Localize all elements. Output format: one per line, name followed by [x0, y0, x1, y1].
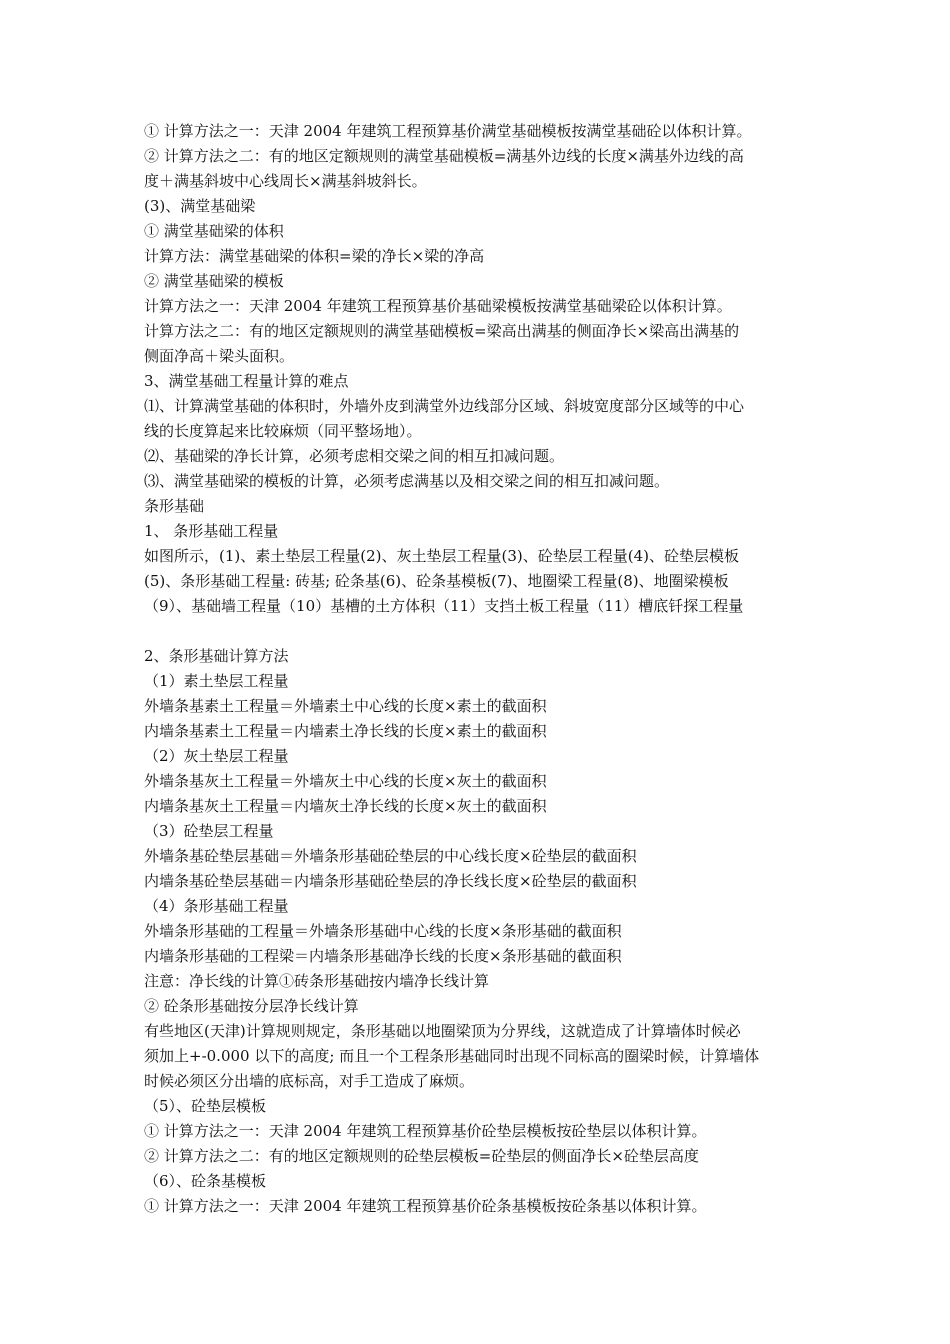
- text-line: ① 计算方法之一：天津 2004 年建筑工程预算基价满堂基础模板按满堂基础砼以体积计算。: [144, 122, 752, 140]
- section-heading: 1、 条形基础工程量: [144, 522, 279, 540]
- text-line: ⑵、基础梁的净长计算，必须考虑相交梁之间的相互扣减问题。: [144, 447, 565, 465]
- text-line: 须加上+-0.000 以下的高度; 而且一个工程条形基础同时出现不同标高的圈梁时候，计算墙体: [144, 1047, 760, 1065]
- text-line: ① 满堂基础梁的体积: [144, 222, 284, 240]
- text-line: 如图所示，(1)、素土垫层工程量(2)、灰土垫层工程量(3)、砼垫层工程量(4)、砼垫层模板: [144, 547, 739, 565]
- subsection-heading: （2）灰土垫层工程量: [144, 747, 289, 765]
- subsection-heading: （5）、砼垫层模板: [144, 1097, 267, 1115]
- text-line: 计算方法：满堂基础梁的体积=梁的净长×梁的净高: [144, 247, 485, 265]
- text-line: 有些地区(天津)计算规则规定，条形基础以地圈梁顶为分界线，这就造成了计算墙体时候必: [144, 1022, 741, 1040]
- blank-line: [144, 619, 812, 644]
- text-line: 时候必须区分出墙的底标高，对手工造成了麻烦。: [144, 1072, 475, 1090]
- text-line: 内墙条形基础的工程梁＝内墙条形基础净长线的长度×条形基础的截面积: [144, 947, 622, 965]
- text-line: 度＋满基斜坡中心线周长×满基斜坡斜长。: [144, 172, 427, 190]
- text-line: 计算方法之一：天津 2004 年建筑工程预算基价基础梁模板按满堂基础梁砼以体积计算。: [144, 297, 732, 315]
- subsection-heading: （6）、砼条基模板: [144, 1172, 267, 1190]
- text-line: 外墙条基灰土工程量＝外墙灰土中心线的长度×灰土的截面积: [144, 772, 547, 790]
- text-line: ② 计算方法之二：有的地区定额规则的满堂基础模板=满基外边线的长度×满基外边线的高: [144, 147, 744, 165]
- text-line: 计算方法之二：有的地区定额规则的满堂基础模板=梁高出满基的侧面净长×梁高出满基的: [144, 322, 740, 340]
- text-line: 侧面净高＋梁头面积。: [144, 347, 295, 365]
- text-line: ② 满堂基础梁的模板: [144, 272, 284, 290]
- text-line: ① 计算方法之一：天津 2004 年建筑工程预算基价砼垫层模板按砼垫层以体积计算。: [144, 1122, 707, 1140]
- text-line: 注意：净长线的计算①砖条形基础按内墙净长线计算: [144, 972, 490, 990]
- text-line: ② 砼条形基础按分层净长线计算: [144, 997, 359, 1015]
- text-line: ⑴、计算满堂基础的体积时，外墙外皮到满堂外边线部分区域、斜坡宽度部分区域等的中心: [144, 397, 745, 415]
- text-line: ⑶、满堂基础梁的模板的计算，必须考虑满基以及相交梁之间的相互扣减问题。: [144, 472, 670, 490]
- section-heading: 2、条形基础计算方法: [144, 647, 289, 665]
- section-heading: 3、满堂基础工程量计算的难点: [144, 372, 349, 390]
- text-line: (5)、条形基础工程量: 砖基; 砼条基(6)、砼条基模板(7)、地圈梁工程量(8)、地圈梁模板: [144, 572, 729, 590]
- section-heading: (3)、满堂基础梁: [144, 197, 256, 215]
- text-line: 线的长度算起来比较麻烦（同平整场地）。: [144, 422, 422, 440]
- subsection-heading: （3）砼垫层工程量: [144, 822, 274, 840]
- section-heading: 条形基础: [144, 497, 205, 515]
- text-line: 内墙条基砼垫层基础＝内墙条形基础砼垫层的净长线长度×砼垫层的截面积: [144, 872, 637, 890]
- text-line: ② 计算方法之二：有的地区定额规则的砼垫层模板=砼垫层的侧面净长×砼垫层高度: [144, 1147, 699, 1165]
- subsection-heading: （1）素土垫层工程量: [144, 672, 289, 690]
- text-line: 外墙条基素土工程量＝外墙素土中心线的长度×素土的截面积: [144, 697, 547, 715]
- text-line: 外墙条基砼垫层基础＝外墙条形基础砼垫层的中心线长度×砼垫层的截面积: [144, 847, 637, 865]
- subsection-heading: （4）条形基础工程量: [144, 897, 289, 915]
- text-line: 外墙条形基础的工程量＝外墙条形基础中心线的长度×条形基础的截面积: [144, 922, 622, 940]
- text-line: （9）、基础墙工程量（10）基槽的土方体积（11）支挡土板工程量（11）槽底钎探工程量: [144, 597, 744, 615]
- text-line: 内墙条基灰土工程量＝内墙灰土净长线的长度×灰土的截面积: [144, 797, 547, 815]
- text-line: ① 计算方法之一：天津 2004 年建筑工程预算基价砼条基模板按砼条基以体积计算。: [144, 1197, 707, 1215]
- document-body: [144, 119, 812, 1219]
- text-line: 内墙条基素土工程量＝内墙素土净长线的长度×素土的截面积: [144, 722, 547, 740]
